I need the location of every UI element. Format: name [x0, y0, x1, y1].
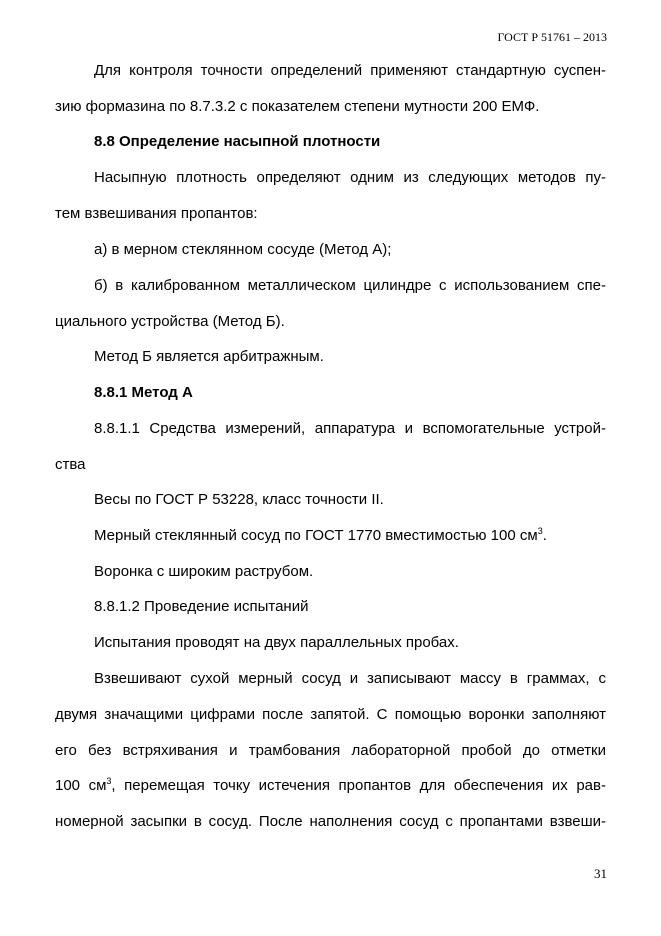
text-line: Взвешивают сухой мерный сосуд и записывают массу в граммах, с [94, 670, 606, 687]
text-line: Испытания проводят на двух параллельных пробах. [94, 634, 459, 651]
text-line: Воронка с широким раструбом. [94, 563, 314, 580]
subsection-heading: 8.8.1 Метод А [94, 384, 193, 401]
text-line: его без встряхивания и трамбования лабораторной пробой до отметки [55, 742, 606, 759]
text-line: Весы по ГОСТ Р 53228, класс точности II. [94, 491, 384, 508]
text-line: ства [55, 456, 86, 473]
section-heading: 8.8 Определение насыпной плотности [94, 133, 381, 150]
text-line: Для контроля точности определений применяют стандартную суспен- [94, 62, 606, 79]
text-line: зию формазина по 8.7.3.2 с показателем степени мутности 200 ЕМФ. [55, 98, 540, 115]
text-line: 100 $см^3$, перемещая точку истечения пропантов для обеспечения их рав- [55, 776, 606, 794]
clause-heading: 8.8.1.1 Средства измерений, аппаратура и вспомогательные устрой- [94, 420, 606, 437]
text-line: тем взвешивания пропантов: [55, 205, 258, 222]
text-line: номерной засыпки в сосуд. После наполнения сосуд с пропантами взвеши- [55, 813, 606, 830]
text-line: Насыпную плотность определяют одним из следующих методов пу- [94, 169, 606, 186]
clause-heading: 8.8.1.2 Проведение испытаний [94, 598, 309, 615]
page-header-standard: ГОСТ Р 51761 – 2013 [497, 30, 607, 44]
text-line: циального устройства (Метод Б). [55, 313, 285, 330]
text-line: Метод Б является арбитражным. [94, 348, 324, 365]
page-number: 31 [594, 866, 607, 881]
list-item: б) в калиброванном металлическом цилиндре с использованием спе- [94, 277, 606, 294]
text-line: Мерный стеклянный сосуд по ГОСТ 1770 вместимостью 100 $см^3$. [94, 526, 547, 544]
list-item: а) в мерном стеклянном сосуде (Метод А); [94, 241, 392, 258]
text-line: двумя значащими цифрами после запятой. С помощью воронки заполняют [55, 706, 606, 723]
